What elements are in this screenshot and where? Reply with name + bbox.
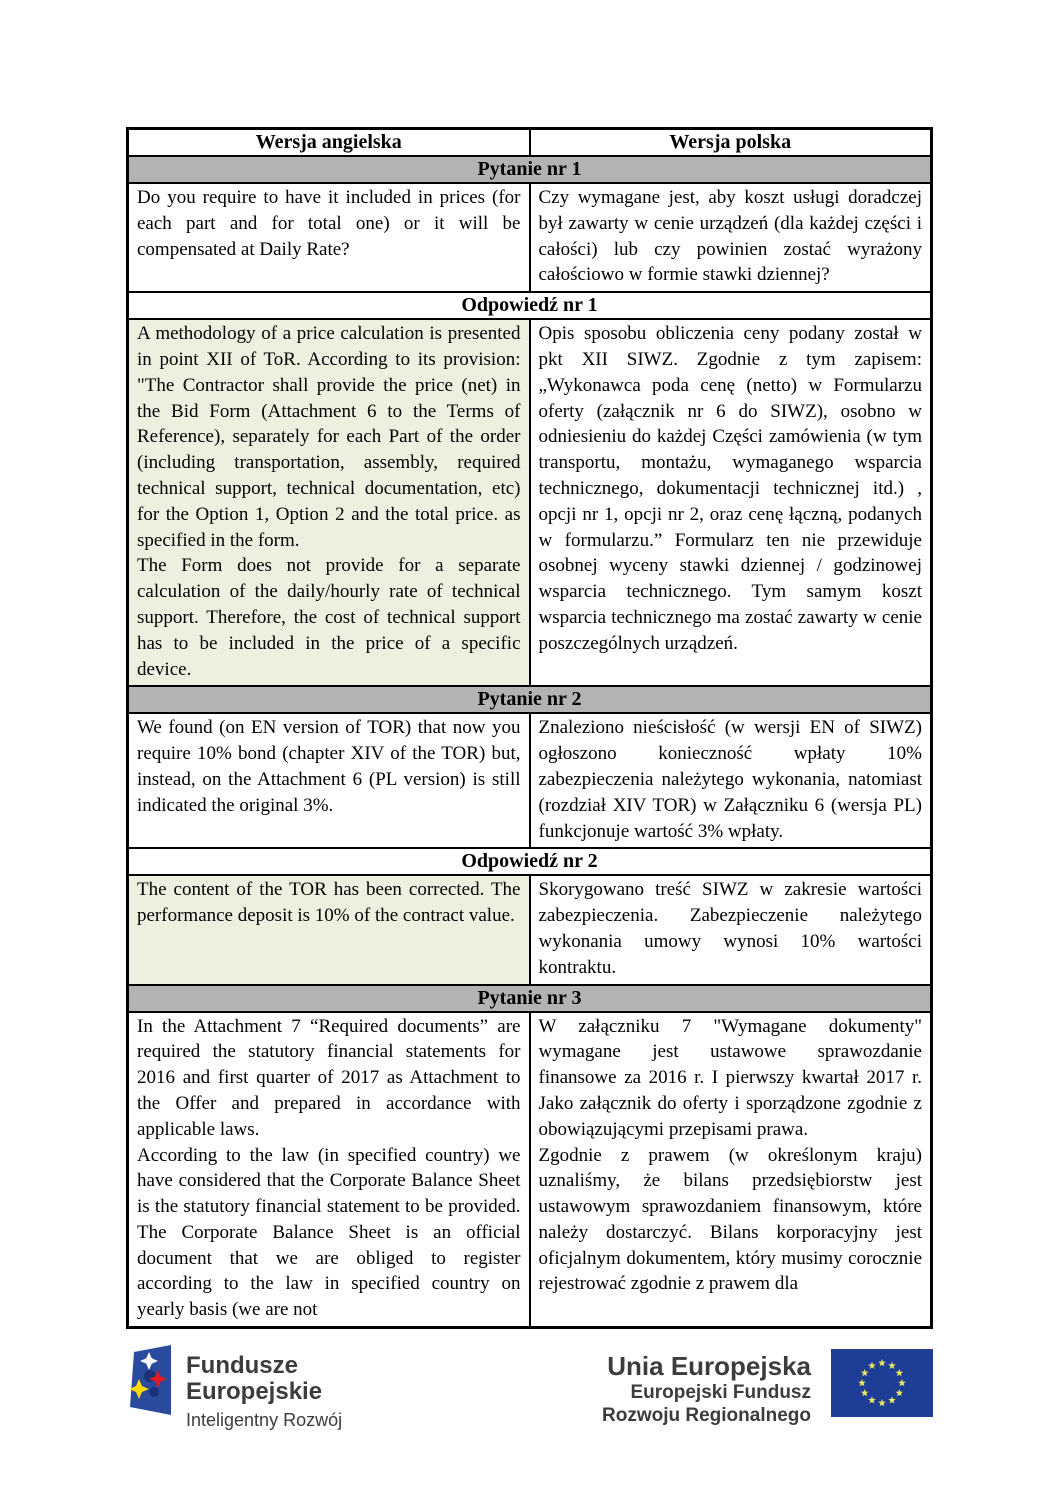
- question-1-row: [128, 183, 932, 292]
- eu-sub-line2: Rozwoju Regionalnego: [602, 1405, 811, 1426]
- eu-sub-line1: Europejski Fundusz: [630, 1382, 811, 1403]
- fundusze-europejskie-text: [186, 1345, 342, 1431]
- question-3-pl-paragraph-1: W załączniku 7 "Wymagane dokumenty" wymagane jest ustawowe sprawozdanie finansowe za 2016 r. I pierwszy kwartał 2017 r. Jako załącznik do oferty i sporządzone zgodnie z obowiązującymi przepisami prawa.: [538, 1015, 922, 1140]
- section-row-question-1: [128, 156, 932, 183]
- eu-flag-icon: [831, 1349, 933, 1417]
- question-3-en-paragraph-1: In the Attachment 7 “Required documents” are required the statutory financial statements for 2016 and first quarter of 2017 as Attachment to the Offer and prepared in accordance with applicable laws.: [137, 1015, 521, 1140]
- answer-2-row: [128, 875, 932, 984]
- question-3-en-cell: [128, 1012, 530, 1328]
- answer-1-pl-text: Opis sposobu obliczenia ceny podany został w pkt XII SIWZ. Zgodnie z tym zapisem: „Wykonawca poda cenę (netto) w Formularzu oferty (załącznik nr 6 do SIWZ), osobno w odniesieniu do każdej Części zamówienia (w tym transportu, montażu, wymaganego wsparcia technicznego, dokumentacji technicznej itd.) , opcji nr 1, opcji nr 2, oraz cenę łączną, podanych w formularzu.” Formularz ten nie przewiduje osobnej wyceny stawki dziennej / godzinowej wsparcia technicznego. Tym samym koszt wsparcia technicznego ma zostać zawarty w cenie poszczególnych urządzeń.: [538, 323, 922, 654]
- section-label-question-2: Pytanie nr 2: [128, 686, 932, 713]
- table-header-row: [128, 129, 932, 157]
- answer-2-pl-text: Skorygowano treść SIWZ w zakresie wartości zabezpieczenia. Zabezpieczenie należytego wykonania umowy wynosi 10% wartości kontraktu.: [538, 879, 922, 978]
- fe-subtitle: Inteligentny Rozwój: [186, 1410, 343, 1430]
- question-2-pl-text: Znaleziono nieścisłość (w wersji EN of SIWZ) ogłoszono konieczność wpłaty 10% zabezpieczenia należytego wykonania, natomiast (rozdział XIV TOR) w Załączniku 6 (wersja PL) funkcjonuje wartość 3% wpłaty.: [538, 717, 922, 842]
- question-3-en-paragraph-2: According to the law (in specified country) we have considered that the Corporate Balance Sheet is the statutory financial statement to be provided. The Corporate Balance Sheet is an official document that we are obliged to register according to the law in specified country on yearly basis (we are not: [137, 1144, 521, 1321]
- question-1-pl-cell: [530, 183, 932, 292]
- answer-1-pl-cell: [530, 319, 932, 686]
- question-3-pl-cell: [530, 1012, 932, 1328]
- answer-1-row: [128, 319, 932, 686]
- section-row-answer-2: [128, 848, 932, 875]
- bilingual-qa-table: [126, 127, 933, 1329]
- question-1-pl-text: Czy wymagane jest, aby koszt usługi doradczej był zawarty w cenie urządzeń (dla każdej części i całości) lub czy powinien zostać wyrażony całościowo w formie stawki dziennej?: [538, 187, 922, 286]
- question-2-en-text: We found (on EN version of TOR) that now you require 10% bond (chapter XIV of the TOR) but, instead, on the Attachment 6 (PL version) is still indicated the original 3%.: [137, 717, 521, 816]
- answer-1-en-cell: [128, 319, 530, 686]
- section-row-question-2: [128, 686, 932, 713]
- footer-logos: [127, 1345, 933, 1431]
- section-label-answer-2: Odpowiedź nr 2: [128, 848, 932, 875]
- section-label-answer-1: Odpowiedź nr 1: [128, 292, 932, 319]
- fe-title-line2: Europejskie: [186, 1378, 323, 1405]
- answer-1-en-paragraph-2: The Form does not provide for a separate calculation of the daily/hourly rate of technical support. Therefore, the cost of technical support has to be included in the price of a specific device.: [137, 555, 521, 680]
- section-row-answer-1: [128, 292, 932, 319]
- question-3-row: [128, 1012, 932, 1328]
- answer-2-pl-cell: [530, 875, 932, 984]
- column-header-polish: Wersja polska: [530, 129, 932, 157]
- question-1-en-cell: [128, 183, 530, 292]
- unia-europejska-text: [602, 1345, 811, 1427]
- question-1-en-text: Do you require to have it included in prices (for each part and for total one) or it will be compensated at Daily Rate?: [137, 187, 521, 260]
- answer-2-en-cell: [128, 875, 530, 984]
- fe-title-line1: Fundusze: [186, 1352, 298, 1379]
- section-label-question-1: Pytanie nr 1: [128, 156, 932, 183]
- question-2-en-cell: [128, 713, 530, 848]
- fundusze-europejskie-logo: [127, 1345, 342, 1431]
- answer-2-en-text: The content of the TOR has been corrected. The performance deposit is 10% of the contract value.: [137, 879, 521, 927]
- unia-europejska-logo: [602, 1345, 933, 1427]
- question-2-pl-cell: [530, 713, 932, 848]
- eu-title: Unia Europejska: [607, 1351, 811, 1381]
- question-3-pl-paragraph-2: Zgodnie z prawem (w określonym kraju) uznaliśmy, że bilans przedsiębiorstw jest ustawowym sprawozdaniem finansowym, które należy dostarczyć. Bilans korporacyjny jest oficjalnym dokumentem, który musimy corocznie rejestrować zgodnie z prawem dla: [538, 1144, 922, 1295]
- section-row-question-3: [128, 985, 932, 1012]
- question-2-row: [128, 713, 932, 848]
- section-label-question-3: Pytanie nr 3: [128, 985, 932, 1012]
- answer-1-en-paragraph-1: A methodology of a price calculation is presented in point XII of ToR. According to its provision: "The Contractor shall provide the price (net) in the Bid Form (Attachment 6 to the Terms of Reference), separately for each Part of the order (including transportation, assembly, required technical support, technical documentation, etc) for the Option 1, Option 2 and the total price. as specified in the form.: [137, 323, 521, 551]
- column-header-english: Wersja angielska: [128, 129, 530, 157]
- fundusze-europejskie-flag-icon: [127, 1345, 171, 1417]
